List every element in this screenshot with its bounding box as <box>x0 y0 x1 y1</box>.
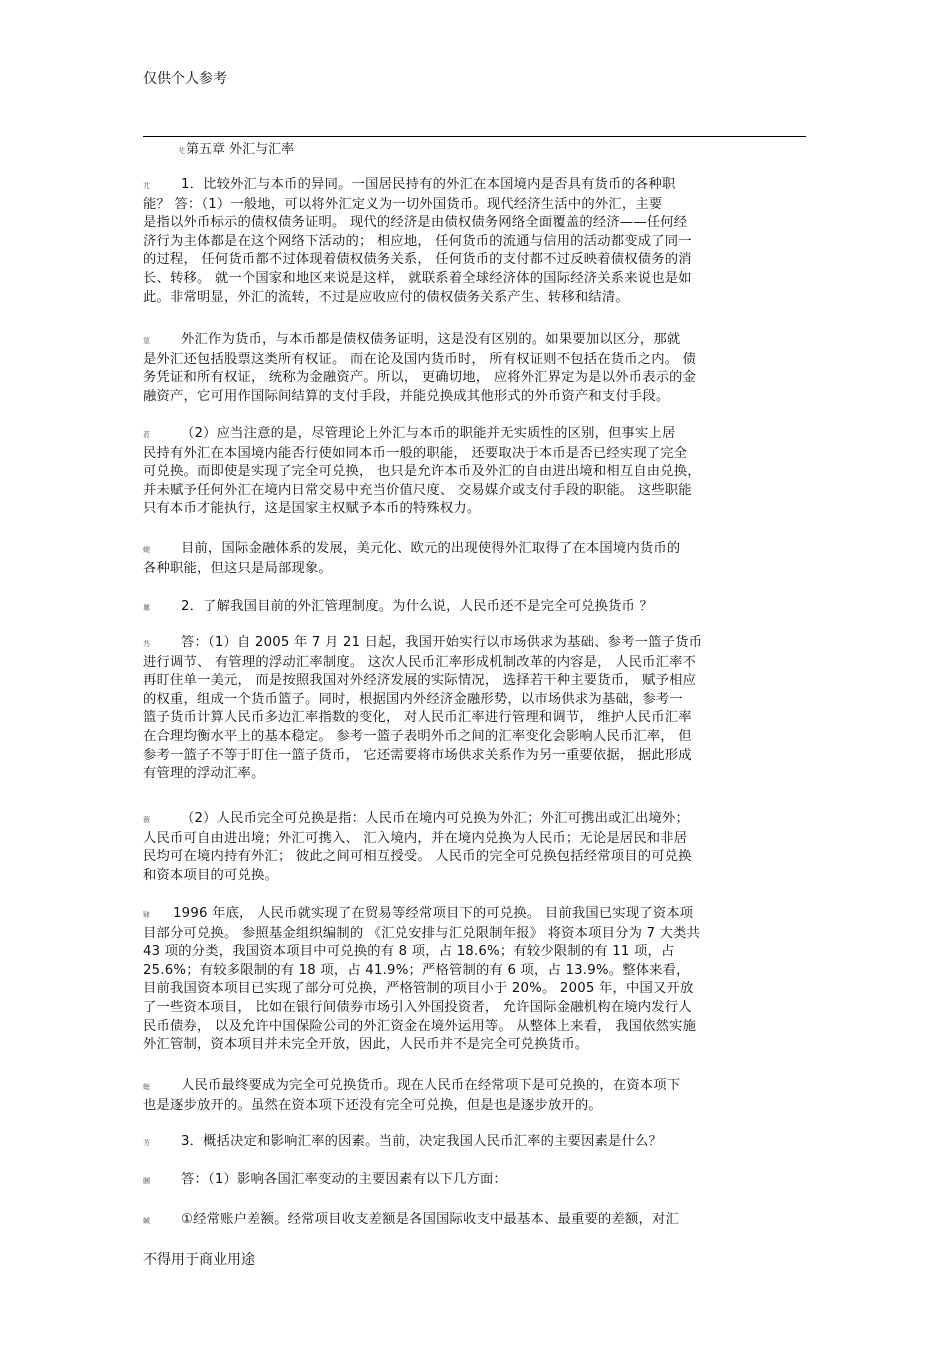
paragraph <box>143 1171 808 1191</box>
paragraph-line <box>143 1018 808 1037</box>
line-text: 的权重，组成一个货币篮子。同时，根据国内外经济金融形势，以市场供求为基础，参考一 <box>143 691 683 707</box>
line-text: 2．了解我国目前的外汇管理制度。为什么说，人民币还不是完全可兑换货币 ？ <box>181 599 653 614</box>
line-text: 可兑换。而即使是实现了完全可兑换， 也只是允许本币及外汇的自由进出境和相互自由兑换， <box>143 464 701 480</box>
paragraph-marker: 艻 <box>143 1139 151 1147</box>
paragraph <box>143 540 808 578</box>
line-text: 目前我国资本项目已实现了部分可兑换，严格管制的项目小于 20%。 2005 年，中国又开放 <box>143 981 694 997</box>
paragraph-line <box>143 482 808 501</box>
line-text: 目部分可兑换。 参照基金组织编制的 《汇兑安排与汇兑限制年报》 将资本项目分为 7 大类共 <box>143 925 701 941</box>
line-text: 长、转移。 就一个国家和地区来说是这样， 就联系着全球经济体的国际经济关系来说也是如 <box>143 270 692 286</box>
paragraph-line <box>143 1097 808 1116</box>
line-text: 也是逐步放开的。虽然在资本项下还没有完全可兑换，但是也是逐步放开的。 <box>143 1097 602 1113</box>
paragraph-marker: 蒞 <box>143 431 151 439</box>
paragraph-line <box>143 709 808 728</box>
paragraph-line <box>143 540 808 560</box>
paragraph-line <box>143 598 808 618</box>
paragraph-line <box>143 999 808 1018</box>
paragraph-line <box>143 1036 808 1055</box>
line-text: 目前，国际金融体系的发展，美元化、欧元的出现使得外汇取得了在本国境内货币的 <box>181 541 681 556</box>
paragraph-marker: 薇 <box>143 816 151 824</box>
header-note: 仅供个人参考 <box>143 71 227 87</box>
paragraph-line <box>143 962 808 981</box>
paragraph-line <box>143 943 808 962</box>
paragraph-line <box>143 747 808 766</box>
paragraph-line <box>143 980 808 999</box>
paragraph-line <box>143 270 808 289</box>
paragraph-line <box>143 810 808 830</box>
paragraph-line <box>143 369 808 388</box>
paragraph <box>143 905 808 1055</box>
paragraph-line <box>143 289 808 308</box>
paragraph-line <box>143 830 808 849</box>
paragraph-line <box>143 560 808 579</box>
line-text: 了一些资本项目， 比如在银行间债券市场引入外国投资者， 允许国际金融机构在境内发行人 <box>143 999 692 1015</box>
line-text: 只有本币才能执行，这是国家主权赋予本币的特殊权力。 <box>143 501 481 517</box>
header-rule <box>143 136 806 137</box>
line-text: 民持有外汇在本国境内能否行使如同本币一般的职能， 还要取决于本币是否已经实现了完全 <box>143 445 688 461</box>
line-text: 人民币可自由进出境；外汇可携入、 汇入境内，并在境内兑换为人民币；无论是居民和非居 <box>143 830 688 846</box>
paragraph-line <box>143 691 808 710</box>
paragraph-line <box>143 233 808 252</box>
paragraph <box>143 1077 808 1115</box>
paragraph-line <box>143 214 808 233</box>
paragraph-marker: 螁 <box>143 546 151 554</box>
paragraph-line <box>143 463 808 482</box>
paragraph-marker: 膕 <box>143 1177 151 1185</box>
paragraph <box>143 598 808 618</box>
line-text: 有管理的浮动汇率。 <box>143 766 265 782</box>
paragraph-marker: 羃 <box>143 604 151 612</box>
line-text: （2）应当注意的是，尽管理论上外汇与本币的职能并无实质性的区别，但事实上居 <box>181 426 676 441</box>
line-text: 答：（1）自 2005 年 7 月 21 日起，我国开始实行以市场供求为基础、参考一篮子货币 <box>181 635 703 650</box>
paragraph-line <box>143 867 808 886</box>
paragraph <box>143 1211 808 1231</box>
paragraph-line <box>143 1171 808 1191</box>
line-text: 外汇管制，资本项目并未完全开放，因此，人民币并不是完全可兑换货币。 <box>143 1037 589 1053</box>
paragraph-line <box>143 1077 808 1097</box>
paragraph-line <box>143 445 808 464</box>
line-text: 此。非常明显，外汇的流转，不过是应收应付的债权债务关系产生、转移和结清。 <box>143 289 629 305</box>
paragraph <box>143 1133 808 1153</box>
line-text: 的过程， 任何货币都不过体现着债权债务关系， 任何货币的支付都不过反映着债权债务的消 <box>143 252 692 268</box>
line-text: 43 项的分类，我国资本项目中可兑换的有 8 项，占 18.6%；有较少限制的有 11 项，占 <box>143 944 675 960</box>
footer-note: 不得用于商业用途 <box>143 1252 255 1268</box>
line-text: 1．比较外汇与本币的异同。一国居民持有的外汇在本国境内是否具有货币的各种职 <box>181 177 676 192</box>
paragraph-line <box>143 765 808 784</box>
paragraph-line <box>143 388 808 407</box>
paragraph-line <box>143 251 808 270</box>
line-text: 和资本项目的可兑换。 <box>143 867 278 883</box>
paragraph-line <box>143 1133 808 1153</box>
line-text: 1996 年底， 人民币就实现了在贸易等经常项目下的可兑换。 目前我国已实现了资本项 <box>173 906 694 921</box>
paragraph-line <box>143 1211 808 1231</box>
line-text: 再盯住单一美元， 而是按照我国对外经济发展的实际情况， 选择若干种主要货币， 赋予相应 <box>143 673 697 689</box>
paragraph <box>143 331 808 406</box>
line-text: 篮子货币计算人民币多边汇率指数的变化， 对人民币汇率进行管理和调节， 维护人民币汇率 <box>143 710 692 726</box>
line-text: 各种职能，但这只是局部现象。 <box>143 560 332 576</box>
chapter-marker: 芅 <box>178 147 185 155</box>
line-text: 济行为主体都是在这个网络下活动的； 相应地， 任何货币的流通与信用的活动都变成了同一 <box>143 233 692 249</box>
line-text: 是外汇还包括股票这类所有权证。 而在论及国内货币时， 所有权证则不包括在货币之内。 债 <box>143 351 697 367</box>
paragraph-line <box>143 331 808 351</box>
paragraph-line <box>143 351 808 370</box>
line-text: ①经常账户差额。经常项目收支差额是各国国际收支中最基本、最重要的差额，对汇 <box>181 1212 680 1227</box>
paragraph-line <box>143 500 808 519</box>
line-text: 在合理均衡水平上的基本稳定。 参考一篮子表明外币之间的汇率变化会影响人民币汇率， 但 <box>143 728 692 744</box>
line-text: 外汇作为货币，与本币都是债权债务证明，这是没有区别的。如果要加以区分，那就 <box>181 332 681 347</box>
paragraph-marker: 莁 <box>143 337 151 345</box>
paragraph-marker: 肄 <box>143 911 151 919</box>
paragraph-line <box>143 654 808 673</box>
line-text: 务凭证和所有权证， 统称为金融资产。所以， 更确切地， 应将外汇界定为是以外币表示的金 <box>143 370 697 386</box>
paragraph-line <box>143 196 808 215</box>
paragraph-line <box>143 425 808 445</box>
paragraph-line <box>143 176 808 196</box>
paragraph-line <box>143 905 808 925</box>
line-text: 民币债券， 以及允许中国保险公司的外汇资金在境外运用等。 从整体上来看， 我国依然实施 <box>143 1018 697 1034</box>
paragraph-line <box>143 848 808 867</box>
line-text: 融资产，它可用作国际间结算的支付手段，并能兑换成其他形式的外币资产和支付手段。 <box>143 388 670 404</box>
paragraph-marker: 艿 <box>143 640 151 648</box>
line-text: 人民币最终要成为完全可兑换货币。现在人民币在经常项下是可兑换的，在资本项下 <box>181 1078 681 1093</box>
line-text: 进行调节、 有管理的浮动汇率制度。 这次人民币汇率形成机制改革的内容是， 人民币汇率不 <box>143 654 697 670</box>
chapter-title: 第五章 外汇与汇率 <box>186 142 295 157</box>
line-text: 是指以外币标示的债权债务证明。 现代的经济是由债权债务网络全面覆盖的经济——任何经 <box>143 215 688 231</box>
paragraph-line <box>143 925 808 944</box>
line-text: 并未赋予任何外汇在境内日常交易中充当价值尺度、 交易媒介或支付手段的职能。 这些职能 <box>143 482 692 498</box>
line-text: 参考一篮子不等于盯住一篮子货币， 它还需要将市场供求关系作为另一重要依据， 据此形成 <box>143 747 692 763</box>
paragraph <box>143 176 808 307</box>
line-text: （2）人民币完全可兑换是指：人民币在境内可兑换为外汇；外汇可携出或汇出境外； <box>181 811 690 826</box>
chapter-heading <box>178 138 294 157</box>
line-text: 民均可在境内持有外汇； 彼此之间可相互授受。 人民币的完全可兑换包括经常项目的可兑换 <box>143 849 692 865</box>
paragraph-marker: 蝛 <box>143 1217 151 1225</box>
paragraph-marker: 螅 <box>143 1083 151 1091</box>
paragraph-line <box>143 728 808 747</box>
line-text: 能？ 答：（1）一般地，可以将外汇定义为一切外国货币。现代经济生活中的外汇，主要 <box>143 196 663 212</box>
paragraph <box>143 810 808 885</box>
paragraph <box>143 634 808 784</box>
line-text: 答：（1）影响各国汇率变动的主要因素有以下几方面： <box>181 1172 507 1187</box>
line-text: 25.6%；有较多限制的有 18 项，占 41.9%；严格管制的有 6 项，占 13.9%。整体来看， <box>143 962 690 978</box>
paragraph-line <box>143 634 808 654</box>
paragraph-line <box>143 672 808 691</box>
paragraph <box>143 425 808 519</box>
line-text: 3．概括决定和影响汇率的因素。当前，决定我国人民币汇率的主要因素是什么？ <box>181 1134 663 1149</box>
paragraph-marker: 芁 <box>143 182 151 190</box>
